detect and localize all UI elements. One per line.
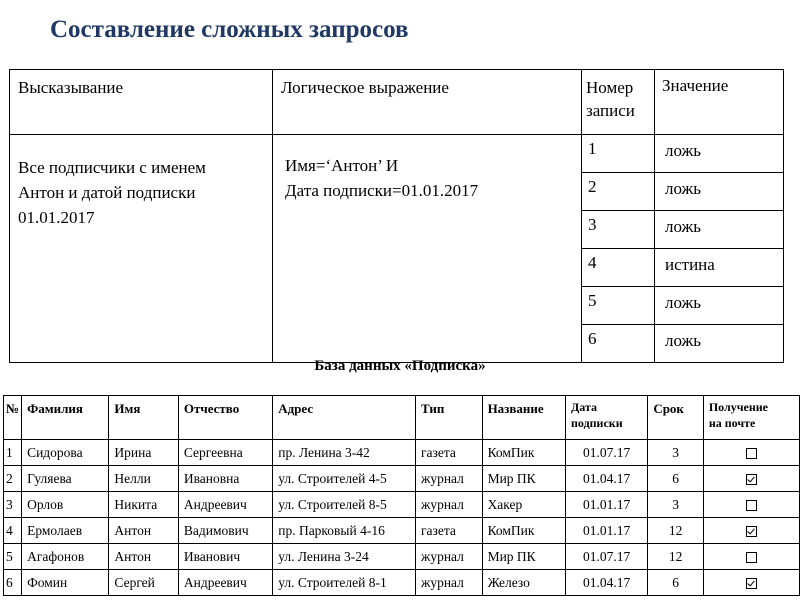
record-number: 1 xyxy=(582,135,655,173)
cell-name: Сергей xyxy=(109,570,178,596)
cell-no: 3 xyxy=(4,492,22,518)
col-address: Адрес xyxy=(273,396,416,440)
cell-title: КомПик xyxy=(482,440,565,466)
cell-patronymic: Ивановна xyxy=(178,466,272,492)
cell-patronymic: Сергеевна xyxy=(178,440,272,466)
cell-type: газета xyxy=(416,440,483,466)
cell-title: Мир ПК xyxy=(482,466,565,492)
record-value: ложь xyxy=(655,173,784,211)
cell-patronymic: Андреевич xyxy=(178,570,272,596)
header-record-no xyxy=(582,70,655,135)
cell-address: ул. Ленина 3-24 xyxy=(273,544,416,570)
cell-surname: Гуляева xyxy=(22,466,109,492)
statement-cell xyxy=(10,135,273,363)
col-type: Тип xyxy=(416,396,483,440)
col-date-line1: Дата xyxy=(571,400,597,414)
checked-checkbox[interactable] xyxy=(746,474,757,485)
cell-no: 6 xyxy=(4,570,22,596)
cell-type: журнал xyxy=(416,570,483,596)
database-title: База данных «Подписка» xyxy=(314,358,486,374)
cell-no: 4 xyxy=(4,518,22,544)
cell-patronymic: Андреевич xyxy=(178,492,272,518)
col-mail xyxy=(703,396,799,440)
col-term: Срок xyxy=(648,396,704,440)
cell-name: Нелли xyxy=(109,466,178,492)
cell-address: ул. Строителей 8-5 xyxy=(273,492,416,518)
record-number: 3 xyxy=(582,211,655,249)
col-mail-line1: Получение xyxy=(708,400,768,414)
table-row xyxy=(4,518,800,544)
cell-address: ул. Строителей 8-1 xyxy=(273,570,416,596)
checked-checkbox[interactable] xyxy=(746,526,757,537)
cell-surname: Сидорова xyxy=(22,440,109,466)
cell-patronymic: Иванович xyxy=(178,544,272,570)
record-value: ложь xyxy=(655,325,784,363)
cell-title: Хакер xyxy=(482,492,565,518)
col-surname: Фамилия xyxy=(22,396,109,440)
record-value: ложь xyxy=(655,287,784,325)
statement-line: 01.01.2017 xyxy=(18,208,95,227)
cell-address: пр. Ленина 3-42 xyxy=(273,440,416,466)
cell-type: журнал xyxy=(416,492,483,518)
cell-name: Никита xyxy=(109,492,178,518)
table-row xyxy=(4,570,800,596)
database-header-row xyxy=(4,396,800,440)
cell-title: Мир ПК xyxy=(482,544,565,570)
cell-mail xyxy=(703,570,799,596)
cell-mail xyxy=(703,544,799,570)
cell-type: журнал xyxy=(416,544,483,570)
header-expression: Логическое выражение xyxy=(273,70,582,135)
cell-term: 3 xyxy=(648,492,704,518)
col-title: Название xyxy=(482,396,565,440)
checked-checkbox[interactable] xyxy=(746,578,757,589)
cell-surname: Фомин xyxy=(22,570,109,596)
cell-mail xyxy=(703,492,799,518)
cell-term: 12 xyxy=(648,518,704,544)
expression-line: Дата подписки=01.01.2017 xyxy=(285,181,479,200)
cell-name: Антон xyxy=(109,544,178,570)
record-value: истина xyxy=(655,249,784,287)
record-number: 2 xyxy=(582,173,655,211)
header-record-no-line1: Номер xyxy=(586,78,634,97)
logic-table xyxy=(9,69,784,363)
cell-no: 2 xyxy=(4,466,22,492)
unchecked-checkbox[interactable] xyxy=(746,500,757,511)
unchecked-checkbox[interactable] xyxy=(746,448,757,459)
cell-surname: Орлов xyxy=(22,492,109,518)
cell-mail xyxy=(703,440,799,466)
record-value: ложь xyxy=(655,211,784,249)
header-value: Значение xyxy=(655,70,784,135)
cell-surname: Ермолаев xyxy=(22,518,109,544)
logic-row xyxy=(10,135,784,173)
cell-mail xyxy=(703,518,799,544)
col-name: Имя xyxy=(109,396,178,440)
cell-date: 01.07.17 xyxy=(566,544,648,570)
cell-title: Железо xyxy=(482,570,565,596)
logic-header-row xyxy=(10,70,784,135)
cell-type: газета xyxy=(416,518,483,544)
cell-mail xyxy=(703,466,799,492)
unchecked-checkbox[interactable] xyxy=(746,552,757,563)
cell-date: 01.04.17 xyxy=(566,570,648,596)
cell-date: 01.01.17 xyxy=(566,492,648,518)
table-row xyxy=(4,440,800,466)
cell-patronymic: Вадимович xyxy=(178,518,272,544)
cell-no: 5 xyxy=(4,544,22,570)
cell-term: 6 xyxy=(648,466,704,492)
cell-term: 3 xyxy=(648,440,704,466)
cell-term: 12 xyxy=(648,544,704,570)
table-row xyxy=(4,466,800,492)
statement-line: Все подписчики с именем xyxy=(18,158,206,177)
cell-date: 01.07.17 xyxy=(566,440,648,466)
cell-name: Ирина xyxy=(109,440,178,466)
cell-date: 01.01.17 xyxy=(566,518,648,544)
statement-line: Антон и датой подписки xyxy=(18,183,196,202)
expression-line: Имя=‘Антон’ И xyxy=(285,156,399,175)
cell-date: 01.04.17 xyxy=(566,466,648,492)
record-number: 4 xyxy=(582,249,655,287)
record-value: ложь xyxy=(655,135,784,173)
record-number: 6 xyxy=(582,325,655,363)
cell-surname: Агафонов xyxy=(22,544,109,570)
header-statement: Высказывание xyxy=(10,70,273,135)
col-date-line2: подписки xyxy=(571,416,623,430)
cell-name: Антон xyxy=(109,518,178,544)
expression-cell xyxy=(273,135,582,363)
table-row xyxy=(4,492,800,518)
database-table xyxy=(3,395,800,596)
cell-address: ул. Строителей 4-5 xyxy=(273,466,416,492)
header-record-no-line2: записи xyxy=(586,101,635,120)
col-date xyxy=(566,396,648,440)
col-patronymic: Отчество xyxy=(178,396,272,440)
page-title: Составление сложных запросов xyxy=(50,16,409,43)
cell-no: 1 xyxy=(4,440,22,466)
cell-title: КомПик xyxy=(482,518,565,544)
record-number: 5 xyxy=(582,287,655,325)
col-mail-line2: на почте xyxy=(708,416,756,430)
cell-address: пр. Парковый 4-16 xyxy=(273,518,416,544)
table-row xyxy=(4,544,800,570)
cell-term: 6 xyxy=(648,570,704,596)
cell-type: журнал xyxy=(416,466,483,492)
col-no: № xyxy=(4,396,22,440)
